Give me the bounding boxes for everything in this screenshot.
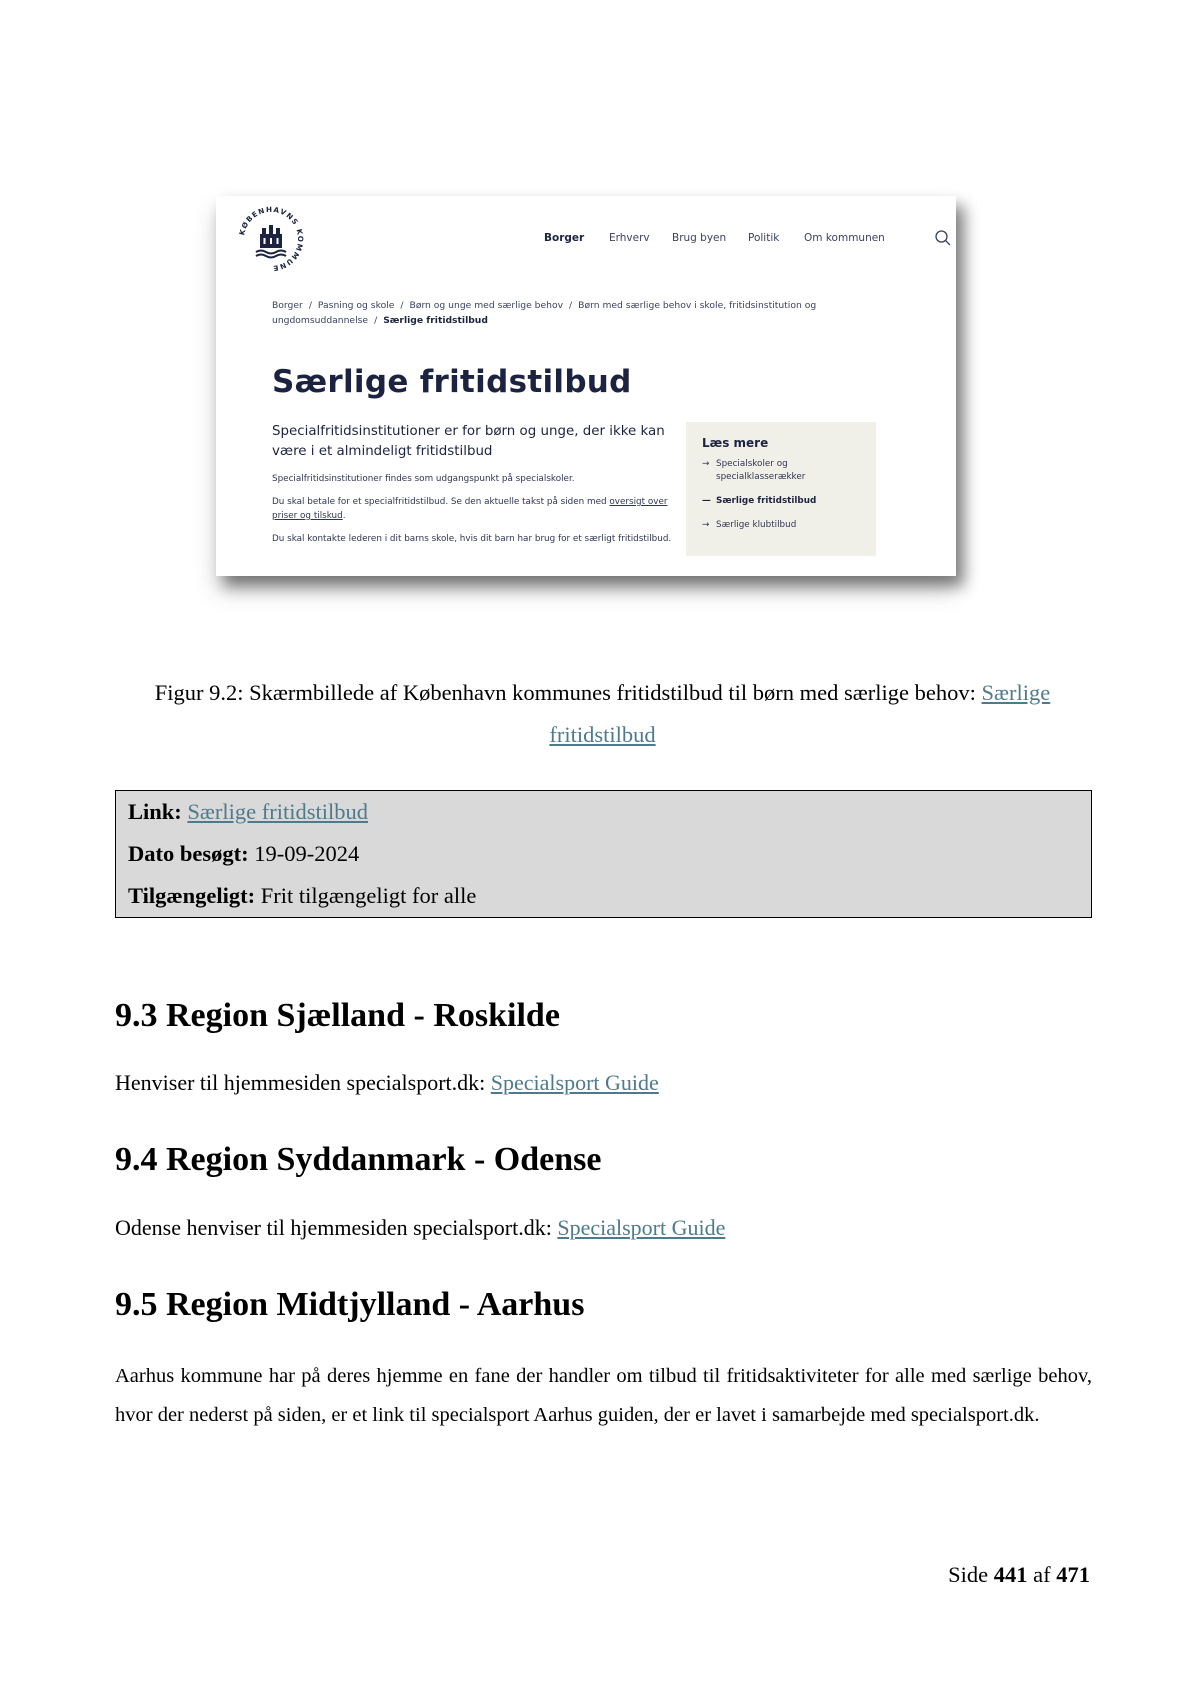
info-row-access xyxy=(128,875,1079,917)
page-of: af xyxy=(1033,1562,1051,1587)
body-paragraph: Du skal kontakte lederen i dit barns skole, hvis dit barn har brug for et særligt fritidstilbud. xyxy=(272,534,672,544)
page-prefix: Side xyxy=(948,1562,989,1587)
breadcrumb-separator: / xyxy=(374,315,378,326)
section-heading: 9.4 Region Syddanmark - Odense xyxy=(115,1141,602,1178)
info-row-date xyxy=(128,833,1079,875)
specialsport-link[interactable]: Specialsport Guide xyxy=(490,1070,659,1095)
info-label: Dato besøgt: xyxy=(128,841,249,866)
specialsport-link[interactable]: Specialsport Guide xyxy=(557,1215,726,1240)
breadcrumb-item-borger[interactable]: Borger xyxy=(272,300,303,311)
breadcrumb xyxy=(272,298,832,328)
nav-item-erhverv[interactable]: Erhverv xyxy=(609,232,650,244)
breadcrumb-separator: / xyxy=(569,300,573,311)
read-more-label: Specialskoler og specialklasserækker xyxy=(716,459,806,482)
body-paragraph: Specialfritidsinstitutioner findes som udgangspunkt på specialskoler. xyxy=(272,474,575,484)
page-number xyxy=(948,1562,1090,1588)
nav-item-politik[interactable]: Politik xyxy=(748,232,780,244)
current-page: 441 xyxy=(993,1562,1028,1587)
nav-item-borger[interactable]: Borger xyxy=(544,232,585,244)
breadcrumb-item-boern-unge[interactable]: Børn og unge med særlige behov xyxy=(409,300,564,311)
read-more-item-active[interactable] xyxy=(702,495,860,508)
page-title: Særlige fritidstilbud xyxy=(272,364,632,400)
screenshot-frame xyxy=(216,196,956,576)
body-text: Du skal betale for et specialfritidstilbud. Se den aktuelle takst på siden med xyxy=(272,497,610,507)
info-value: Frit tilgængeligt for alle xyxy=(260,883,477,908)
caption-text: Figur 9.2: Skærmbillede af København kommunes fritidstilbud til børn med særlige behov: xyxy=(154,680,982,705)
total-pages: 471 xyxy=(1056,1562,1090,1587)
info-value: 19-09-2024 xyxy=(254,841,360,866)
nav-item-om-kommunen[interactable]: Om kommunen xyxy=(804,232,885,244)
breadcrumb-separator: / xyxy=(308,300,312,311)
read-more-title: Læs mere xyxy=(702,436,769,450)
body-text: . xyxy=(342,511,346,521)
arrow-right-icon: → xyxy=(702,459,710,469)
section-paragraph xyxy=(115,1215,725,1241)
nav-item-brug-byen[interactable]: Brug byen xyxy=(672,232,727,244)
svg-text:KØBENHAVNS KOMMUNE: KØBENHAVNS KOMMUNE xyxy=(237,204,306,274)
section-text: Henviser til hjemmesiden specialsport.dk: xyxy=(115,1070,491,1095)
lead-text: Specialfritidsinstitutioner er for børn og unge, der ikke kan være i et almindeligt fritidstilbud xyxy=(272,424,665,459)
breadcrumb-current: Særlige fritidstilbud xyxy=(383,315,488,326)
breadcrumb-separator: / xyxy=(400,300,404,311)
info-label: Tilgængeligt: xyxy=(128,883,256,908)
breadcrumb-item-skole[interactable]: Børn med særlige behov i skole, fritidsinstitution og ungdomsuddannelse xyxy=(272,300,817,326)
info-link[interactable]: Særlige fritidstilbud xyxy=(187,799,369,824)
caption-link[interactable]: Særlige fritidstilbud xyxy=(549,680,1051,747)
arrow-right-icon: → xyxy=(702,520,710,530)
info-label: Link: xyxy=(128,799,182,824)
read-more-item[interactable] xyxy=(702,519,860,532)
read-more-item[interactable] xyxy=(702,458,860,484)
section-paragraph xyxy=(115,1070,659,1096)
read-more-label: Særlige klubtilbud xyxy=(716,520,797,530)
section-heading: 9.3 Region Sjælland - Roskilde xyxy=(115,997,560,1034)
section-text: Odense henviser til hjemmesiden specialsport.dk: xyxy=(115,1215,558,1240)
breadcrumb-item-pasning[interactable]: Pasning og skole xyxy=(317,300,395,311)
info-row-link xyxy=(128,791,1079,833)
section-paragraph: Aarhus kommune har på deres hjemme en fane der handler om tilbud til fritidsaktiviteter for alle med særlige behov, hvor der nederst på siden, er et link til specialsport Aarhus guiden, der er lavet i samarbejde med specialsport.dk. xyxy=(115,1365,1092,1426)
main-nav xyxy=(216,232,956,248)
info-box xyxy=(115,790,1092,918)
website-screenshot xyxy=(216,196,956,576)
body-paragraph xyxy=(272,495,672,523)
dash-icon: — xyxy=(702,496,711,506)
figure-caption xyxy=(115,672,1090,756)
read-more-box xyxy=(686,422,876,556)
section-heading: 9.5 Region Midtjylland - Aarhus xyxy=(115,1286,585,1323)
search-icon[interactable] xyxy=(934,229,952,247)
read-more-label: Særlige fritidstilbud xyxy=(716,496,817,506)
prices-link[interactable]: oversigt over priser og tilskud xyxy=(272,497,668,521)
